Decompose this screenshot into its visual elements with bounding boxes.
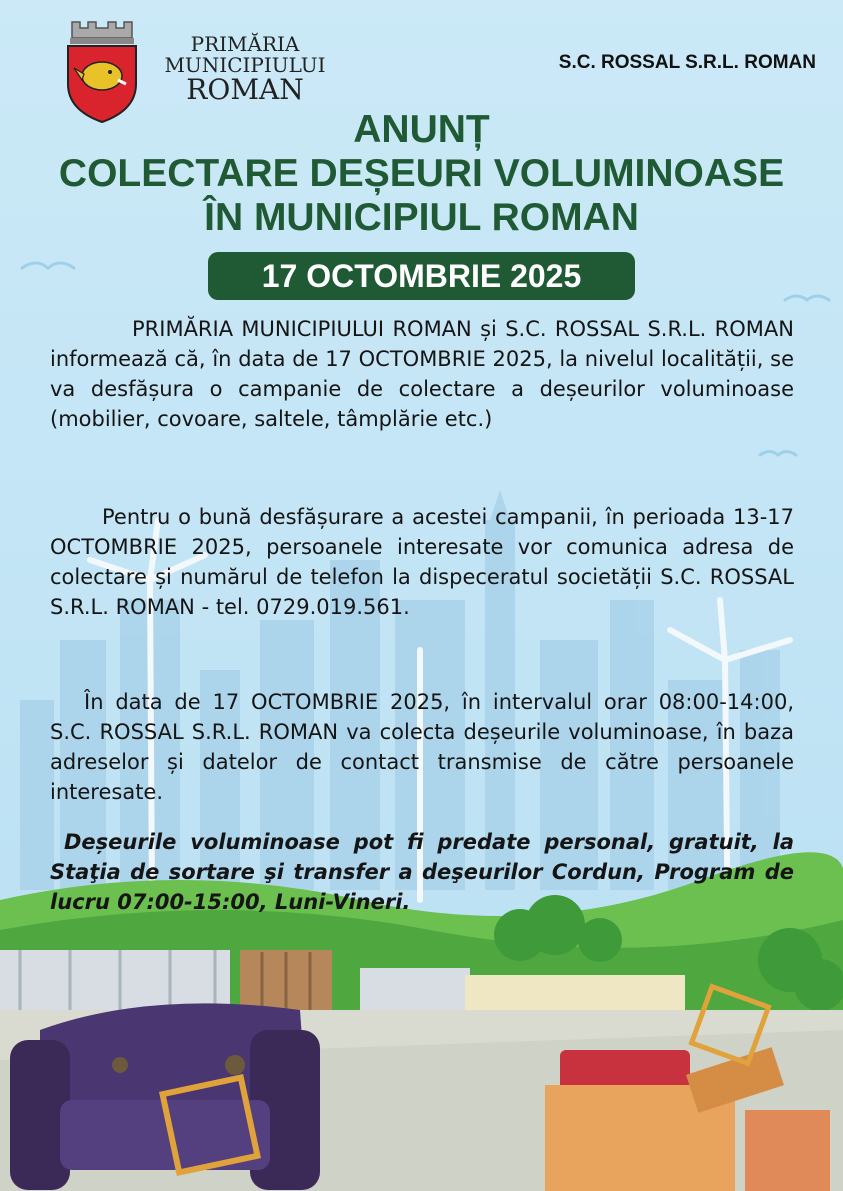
institution-line1: PRIMĂRIA [190,32,300,56]
title-line3: ÎN MUNICIPIUL ROMAN [204,196,639,239]
paragraph-collection: În data de 17 OCTOMBRIE 2025, în intervalul orar 08:00-14:00, S.C. ROSSAL S.R.L. ROMAN va colecta deșeurile voluminoase, în baza adreselor și datelor de contact transmise de către persoanele interesate. [50,690,794,804]
date-badge: 17 OCTOMBRIE 2025 [208,252,635,300]
announcement-title [0,108,843,240]
paragraph-intro: PRIMĂRIA MUNICIPIULUI ROMAN și S.C. ROSSAL S.R.L. ROMAN informează că, în data de 17 OCTOMBRIE 2025, la nivelul localității, se va desfășura o campanie de colectare a deșeurilor voluminoase (mobilier, covoare, saltele, tâmplărie etc.) [50,317,794,431]
title-line2: COLECTARE DEȘEURI VOLUMINOASE [58,152,785,195]
paragraph-registration: Pentru o bună desfășurare a acestei campanii, în perioada 13-17 OCTOMBRIE 2025, persoanele interesate vor comunica adresa de colectare și numărul de telefon la dispeceratul societății S.C. ROSSAL S.R.L. ROMAN - tel. 0729.019.561. [50,505,794,619]
company-name: S.C. ROSSAL S.R.L. ROMAN [558,52,816,73]
institution-line2: MUNICIPIULUI [164,53,326,77]
institution-line3: ROMAN [186,73,304,106]
paragraph-drop-off: Deșeurile voluminoase pot fi predate personal, gratuit, la Staţia de sortare şi transfer a deşeurilor Cordun, Program de lucru 07:00-15:00, Luni-Vineri. [50,830,794,914]
institution-name [140,34,350,104]
title-line1: ANUNȚ [353,108,490,151]
old-sofa [10,1003,320,1190]
